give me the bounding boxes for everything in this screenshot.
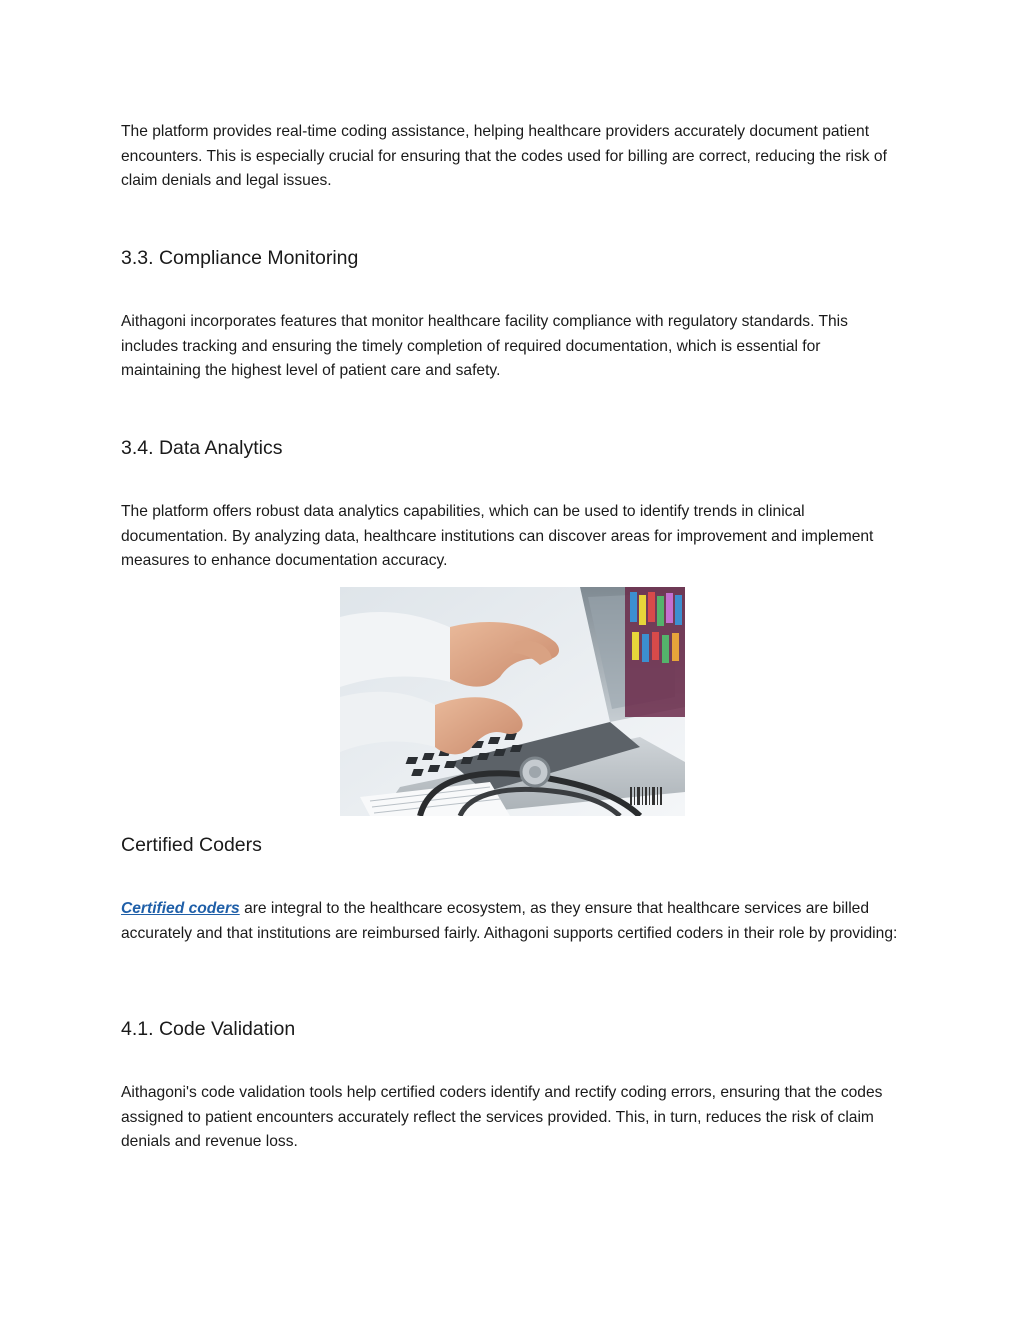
heading-code-validation: 4.1. Code Validation — [121, 1018, 296, 1040]
heading-certified-coders: Certified Coders — [121, 834, 262, 856]
compliance-paragraph: Aithagoni incorporates features that monitor healthcare facility compliance with regulatory standards. This includes tracking and ensuring the timely completion of required documentation, which is essential for maintaining the highest level of patient care and safety. — [121, 313, 848, 379]
certified-coders-link[interactable]: Certified coders — [121, 900, 240, 917]
heading-data-analytics: 3.4. Data Analytics — [121, 437, 283, 459]
validation-paragraph: Aithagoni's code validation tools help certified coders identify and rectify coding errors, ensuring that the codes assigned to patient encounters accurately reflect the services provided. This, in turn, reduces the risk of claim denials and revenue loss. — [121, 1084, 883, 1150]
certified-paragraph-text: are integral to the healthcare ecosystem, as they ensure that healthcare services are billed accurately and that institutions are reimbursed fairly. Aithagoni supports certified coders in their role by providing: — [121, 900, 898, 942]
certified-paragraph — [121, 897, 903, 946]
intro-paragraph: The platform provides real-time coding assistance, helping healthcare providers accurately document patient encounters. This is especially crucial for ensuring that the codes used for billing are correct, reducing the risk of claim denials and legal issues. — [121, 123, 887, 189]
analytics-paragraph: The platform offers robust data analytics capabilities, which can be used to identify trends in clinical documentation. By analyzing data, healthcare institutions can discover areas for improvement and implement measures to enhance documentation accuracy. — [121, 503, 874, 569]
laptop-typing-photo — [340, 587, 685, 816]
heading-compliance-monitoring: 3.3. Compliance Monitoring — [121, 247, 359, 269]
